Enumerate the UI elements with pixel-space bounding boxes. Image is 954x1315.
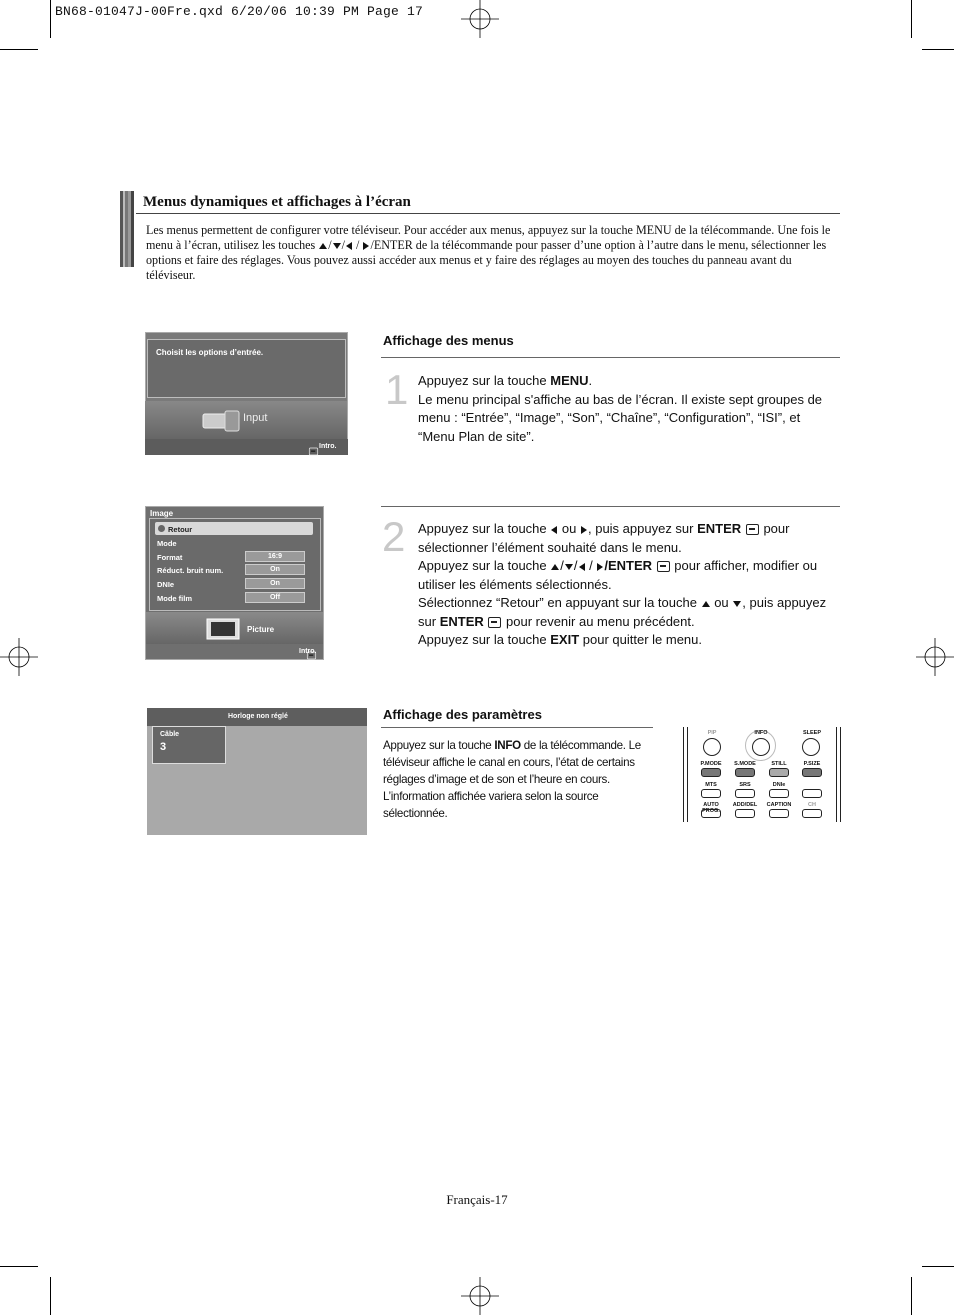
remote-label-dnie: DNIe <box>772 782 786 788</box>
input-icon <box>201 408 241 434</box>
remote-label-adddel: ADD/DEL <box>732 802 758 808</box>
screen-input-label: Input <box>243 412 268 424</box>
down-arrow-icon <box>333 243 341 249</box>
registration-mark-icon <box>916 638 954 676</box>
remote-edge <box>683 727 684 822</box>
remote-label-pmode: P.MODE <box>700 761 722 767</box>
section-title-parametres: Affichage des paramètres <box>383 707 542 722</box>
registration-mark-icon <box>461 0 499 38</box>
menu-item: DNIe <box>157 580 175 589</box>
crop-mark <box>911 1277 912 1315</box>
menu-value: Off <box>245 592 305 603</box>
return-icon <box>158 525 165 532</box>
psize-button <box>802 768 822 777</box>
picture-icon <box>206 618 240 640</box>
enter-icon <box>746 524 759 535</box>
enter-icon <box>309 448 318 456</box>
remote-label-still: STILL <box>771 761 787 767</box>
step1-text: Appuyez sur la touche MENU. Le menu principal s'affiche au bas de l’écran. Il existe sept groupes de menu : “Entrée”, “Image”, “Son”, “Chaîne”, “Configuration”, “ISI”, et “Menu Plan de site”. <box>418 373 823 444</box>
registration-mark-icon <box>0 638 38 676</box>
section3-text: Appuyez sur la touche INFO de la télécommande. Le téléviseur affiche le canal en cours, l’état de certains réglages d’image et de son et l’heure en cours. L’information affichée variera selon la source sélectionnée. <box>383 739 641 820</box>
remote-label-smode: S.MODE <box>734 761 756 767</box>
left-arrow-icon <box>551 526 557 534</box>
intro-text-b: /ENTER de la télécommande pour passer d’une option à l’autre dans le menu, sélectionner les options et faire des réglages. Vous pouvez aussi accéder aux menus et y faire des réglages au moyen des touches du panneau avant du téléviseur. <box>146 238 827 282</box>
autoprog-button <box>701 809 721 818</box>
remote-control-illustration <box>683 727 841 822</box>
smode-button <box>735 768 755 777</box>
registration-mark-icon <box>461 1277 499 1315</box>
info-source: Câble <box>160 731 180 738</box>
up-arrow-icon <box>319 243 327 249</box>
left-arrow-icon <box>579 563 585 571</box>
screen-caption: Choisit les options d’entrée. <box>156 348 264 357</box>
right-arrow-icon <box>581 526 587 534</box>
menu-item: Mode <box>157 539 177 548</box>
section-title-menus: Affichage des menus <box>383 333 514 348</box>
enter-icon <box>488 617 501 628</box>
up-arrow-icon <box>551 564 559 570</box>
crop-mark <box>50 0 51 38</box>
menu-value: On <box>245 564 305 575</box>
down-arrow-icon <box>565 564 573 570</box>
crop-mark <box>0 49 38 50</box>
ch-down-button <box>802 809 822 818</box>
step-number: 1 <box>385 366 409 413</box>
caption-button <box>769 809 789 818</box>
intro-text-a: Les menus permettent de configurer votre téléviseur. Pour accéder aux menus, appuyez sur la touche MENU de la télécommande. Une fois le menu à l’écran, utilisez les touches <box>146 223 831 252</box>
section-rule <box>381 727 653 728</box>
pmode-button <box>701 768 721 777</box>
header-rule <box>136 213 840 214</box>
file-slug: BN68-01047J-00Fre.qxd 6/20/06 10:39 PM Page 17 <box>55 4 424 19</box>
adddel-button <box>735 809 755 818</box>
remote-edge <box>836 727 837 822</box>
ch-up-button <box>802 789 822 798</box>
sleep-button <box>802 738 820 756</box>
enter-icon <box>657 561 670 572</box>
section-rule <box>381 357 840 358</box>
mts-button <box>701 789 721 798</box>
crop-mark <box>50 1277 51 1315</box>
menu-item: Format <box>157 553 183 562</box>
right-arrow-icon <box>597 563 603 571</box>
menu-item: Retour <box>168 525 193 534</box>
screen-header: Image <box>150 509 174 518</box>
remote-label-autoprog: AUTO PROG. <box>702 802 720 814</box>
step2-text: Appuyez sur la touche ou , puis appuyez sur ENTER pour sélectionner l’élément souhaité dans le menu. Appuyez sur la touche / / / /ENTER pour afficher, modifier ou utiliser les éléments sélectionnés. Sélectionnez “Retour” en appuyant sur la touche ou , puis appuyez sur ENTER pour revenir au menu précédent. Appuyez sur la touche EXIT pour quitter le menu. <box>418 521 827 647</box>
crop-mark <box>922 1266 954 1267</box>
section-rule <box>381 506 840 507</box>
screen-intro: Intro. <box>319 443 337 450</box>
up-arrow-icon <box>702 601 710 607</box>
screen-intro: Intro. <box>299 648 317 655</box>
down-arrow-icon <box>733 601 741 607</box>
remote-label-ch: CH <box>808 802 816 808</box>
step-number: 2 <box>382 513 406 560</box>
remote-label-mts: MTS <box>705 782 717 788</box>
left-arrow-icon <box>346 242 352 250</box>
screen-picture-label: Picture <box>247 625 275 634</box>
remote-edge <box>840 727 841 822</box>
info-channel: 3 <box>160 741 167 753</box>
crop-mark <box>911 0 912 38</box>
info-clock-status: Horloge non réglé <box>228 713 288 720</box>
crop-mark <box>0 1266 38 1267</box>
remote-label-pip: PIP <box>707 730 717 736</box>
page-number: Français-17 <box>446 1192 508 1207</box>
remote-label-psize: P.SIZE <box>803 761 821 767</box>
pip-button <box>703 738 721 756</box>
right-arrow-icon <box>363 242 369 250</box>
menu-value: On <box>245 578 305 589</box>
remote-label-caption: CAPTION <box>766 802 792 808</box>
crop-mark <box>922 49 954 50</box>
dnie-button <box>769 789 789 798</box>
info-button[interactable] <box>752 738 770 756</box>
menu-item: Réduct. bruit num. <box>157 566 224 575</box>
remote-label-srs: SRS <box>739 782 751 788</box>
remote-edge <box>687 727 688 822</box>
remote-label-sleep: SLEEP <box>802 730 822 736</box>
remote-label-info: INFO <box>754 730 768 736</box>
menu-item: Mode film <box>157 594 192 603</box>
srs-button <box>735 789 755 798</box>
still-button <box>769 768 789 777</box>
header-bar <box>120 191 134 267</box>
intro-paragraph: Les menus permettent de configurer votre téléviseur. Pour accéder aux menus, appuyez sur la touche MENU de la télécommande. Une fois le menu à l’écran, utilisez les touches / / / /ENTER de la télécommande pour passer d’une option à l’autre dans le menu, sélectionner les options et faire des réglages. Vous pouvez aussi accéder aux menus et y faire des réglages au moyen des touches du panneau avant du téléviseur. <box>146 223 831 282</box>
page-title: Menus dynamiques et affichages à l’écran <box>143 194 411 210</box>
menu-value: 16:9 <box>245 551 305 562</box>
